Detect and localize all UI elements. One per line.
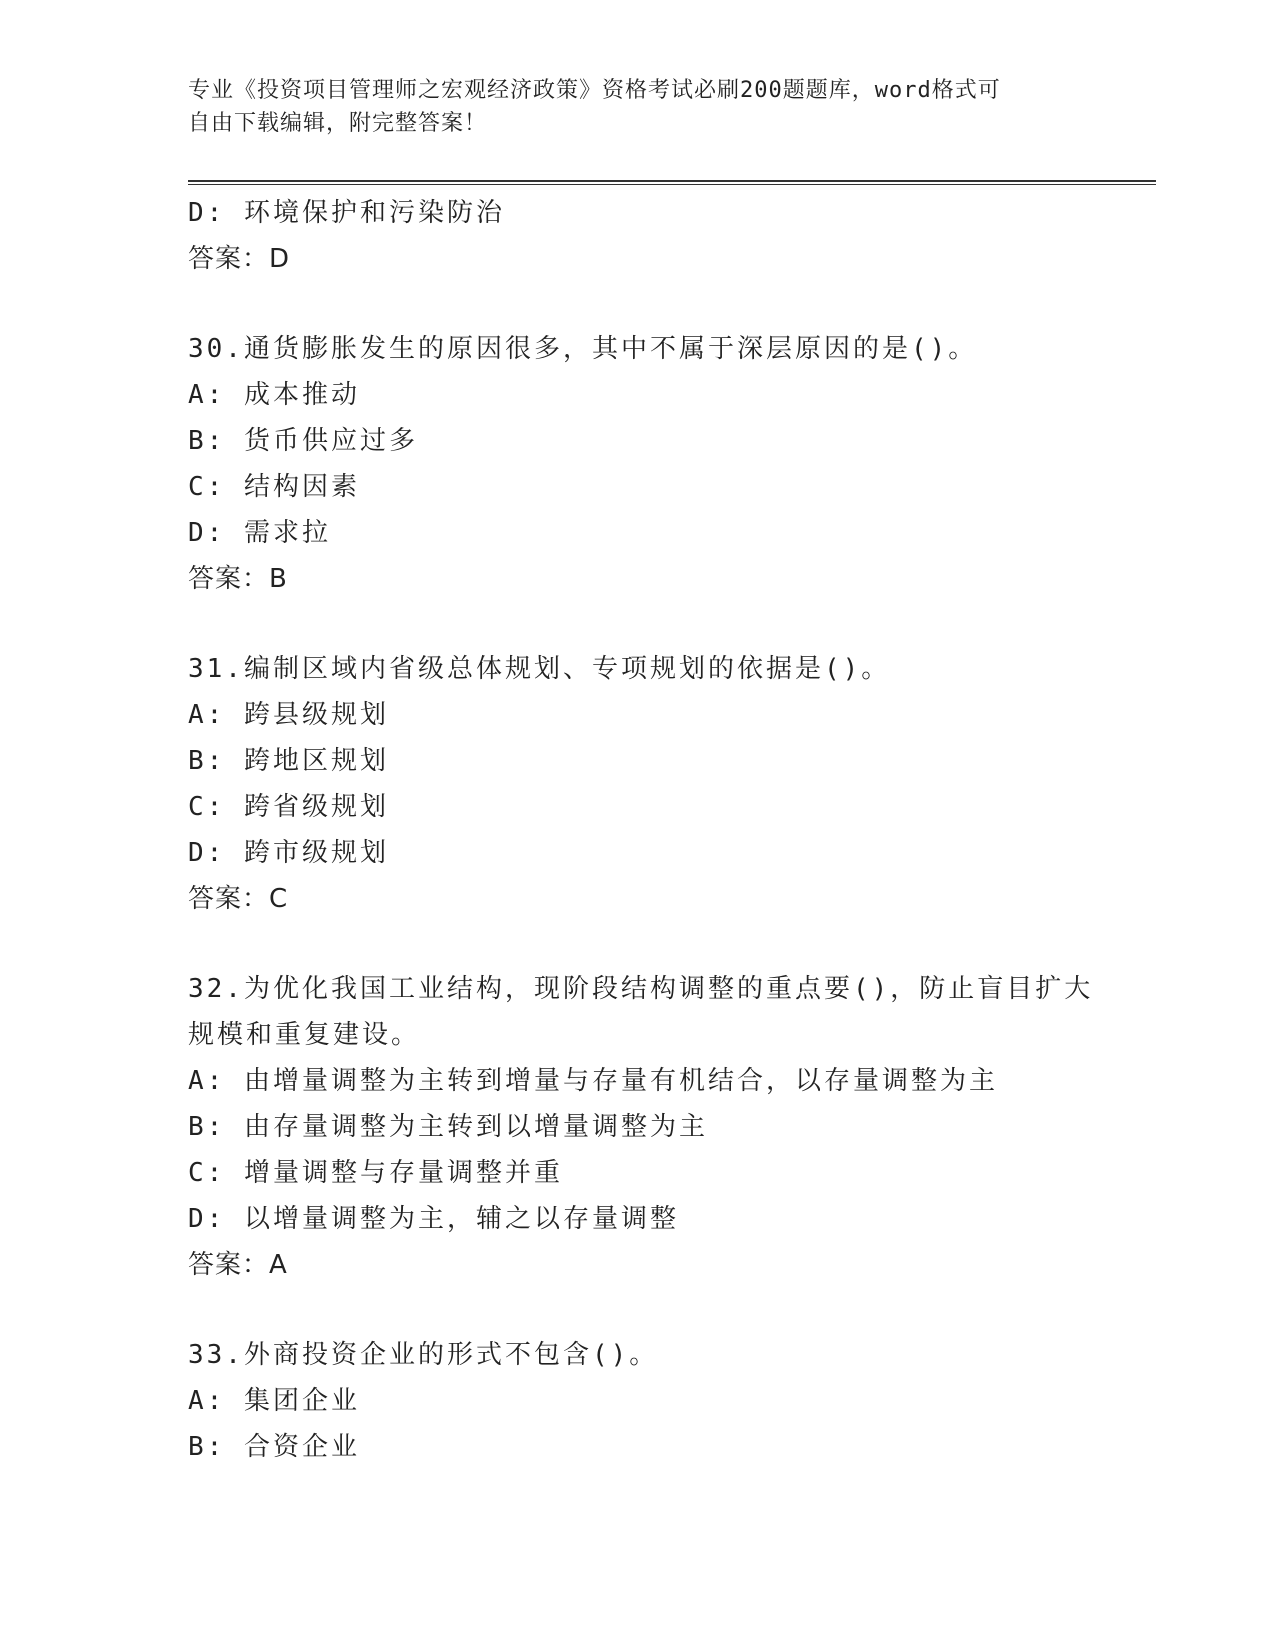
option-c: C: 结构因素 bbox=[188, 472, 360, 502]
option-a: A: 集团企业 bbox=[188, 1386, 360, 1416]
question-stem: 30.通货膨胀发生的原因很多，其中不属于深层原因的是()。 bbox=[188, 334, 978, 364]
question-stem: 33.外商投资企业的形式不包含()。 bbox=[188, 1340, 659, 1370]
option-b: B: 由存量调整为主转到以增量调整为主 bbox=[188, 1112, 708, 1142]
question-30 bbox=[188, 326, 1088, 602]
question-stem: 31.编制区域内省级总体规划、专项规划的依据是()。 bbox=[188, 654, 891, 684]
question-31 bbox=[188, 646, 1088, 922]
option-c: C: 增量调整与存量调整并重 bbox=[188, 1158, 563, 1188]
option-d: D: 需求拉 bbox=[188, 518, 331, 548]
option-d: D: 跨市级规划 bbox=[188, 838, 389, 868]
option-b: B: 合资企业 bbox=[188, 1432, 360, 1462]
question-29-continued bbox=[188, 190, 1088, 282]
question-32 bbox=[188, 966, 1094, 1288]
option-a: A: 成本推动 bbox=[188, 380, 360, 410]
option-b: B: 跨地区规划 bbox=[188, 746, 389, 776]
option-d: D: 以增量调整为主，辅之以存量调整 bbox=[188, 1204, 679, 1234]
header-divider bbox=[188, 180, 1156, 185]
option-c: C: 跨省级规划 bbox=[188, 792, 389, 822]
option-a: A: 跨县级规划 bbox=[188, 700, 389, 730]
question-list bbox=[188, 190, 1094, 1470]
answer: 答案：B bbox=[188, 564, 288, 594]
question-33 bbox=[188, 1332, 1088, 1470]
document-header bbox=[188, 74, 1088, 140]
answer: 答案：A bbox=[188, 1250, 288, 1280]
question-stem-line-1: 32.为优化我国工业结构，现阶段结构调整的重点要()，防止盲目扩大 bbox=[188, 974, 1094, 1004]
question-stem-line-2: 规模和重复建设。 bbox=[188, 1020, 421, 1050]
option-b: B: 货币供应过多 bbox=[188, 426, 418, 456]
answer: 答案：C bbox=[188, 884, 289, 914]
header-line-2: 自由下载编辑，附完整答案！ bbox=[188, 111, 488, 136]
header-line-1: 专业《投资项目管理师之宏观经济政策》资格考试必刷200题题库，word格式可 bbox=[188, 78, 1001, 103]
answer: 答案：D bbox=[188, 244, 291, 274]
option-d: D: 环境保护和污染防治 bbox=[188, 198, 505, 228]
option-a: A: 由增量调整为主转到增量与存量有机结合，以存量调整为主 bbox=[188, 1066, 998, 1096]
